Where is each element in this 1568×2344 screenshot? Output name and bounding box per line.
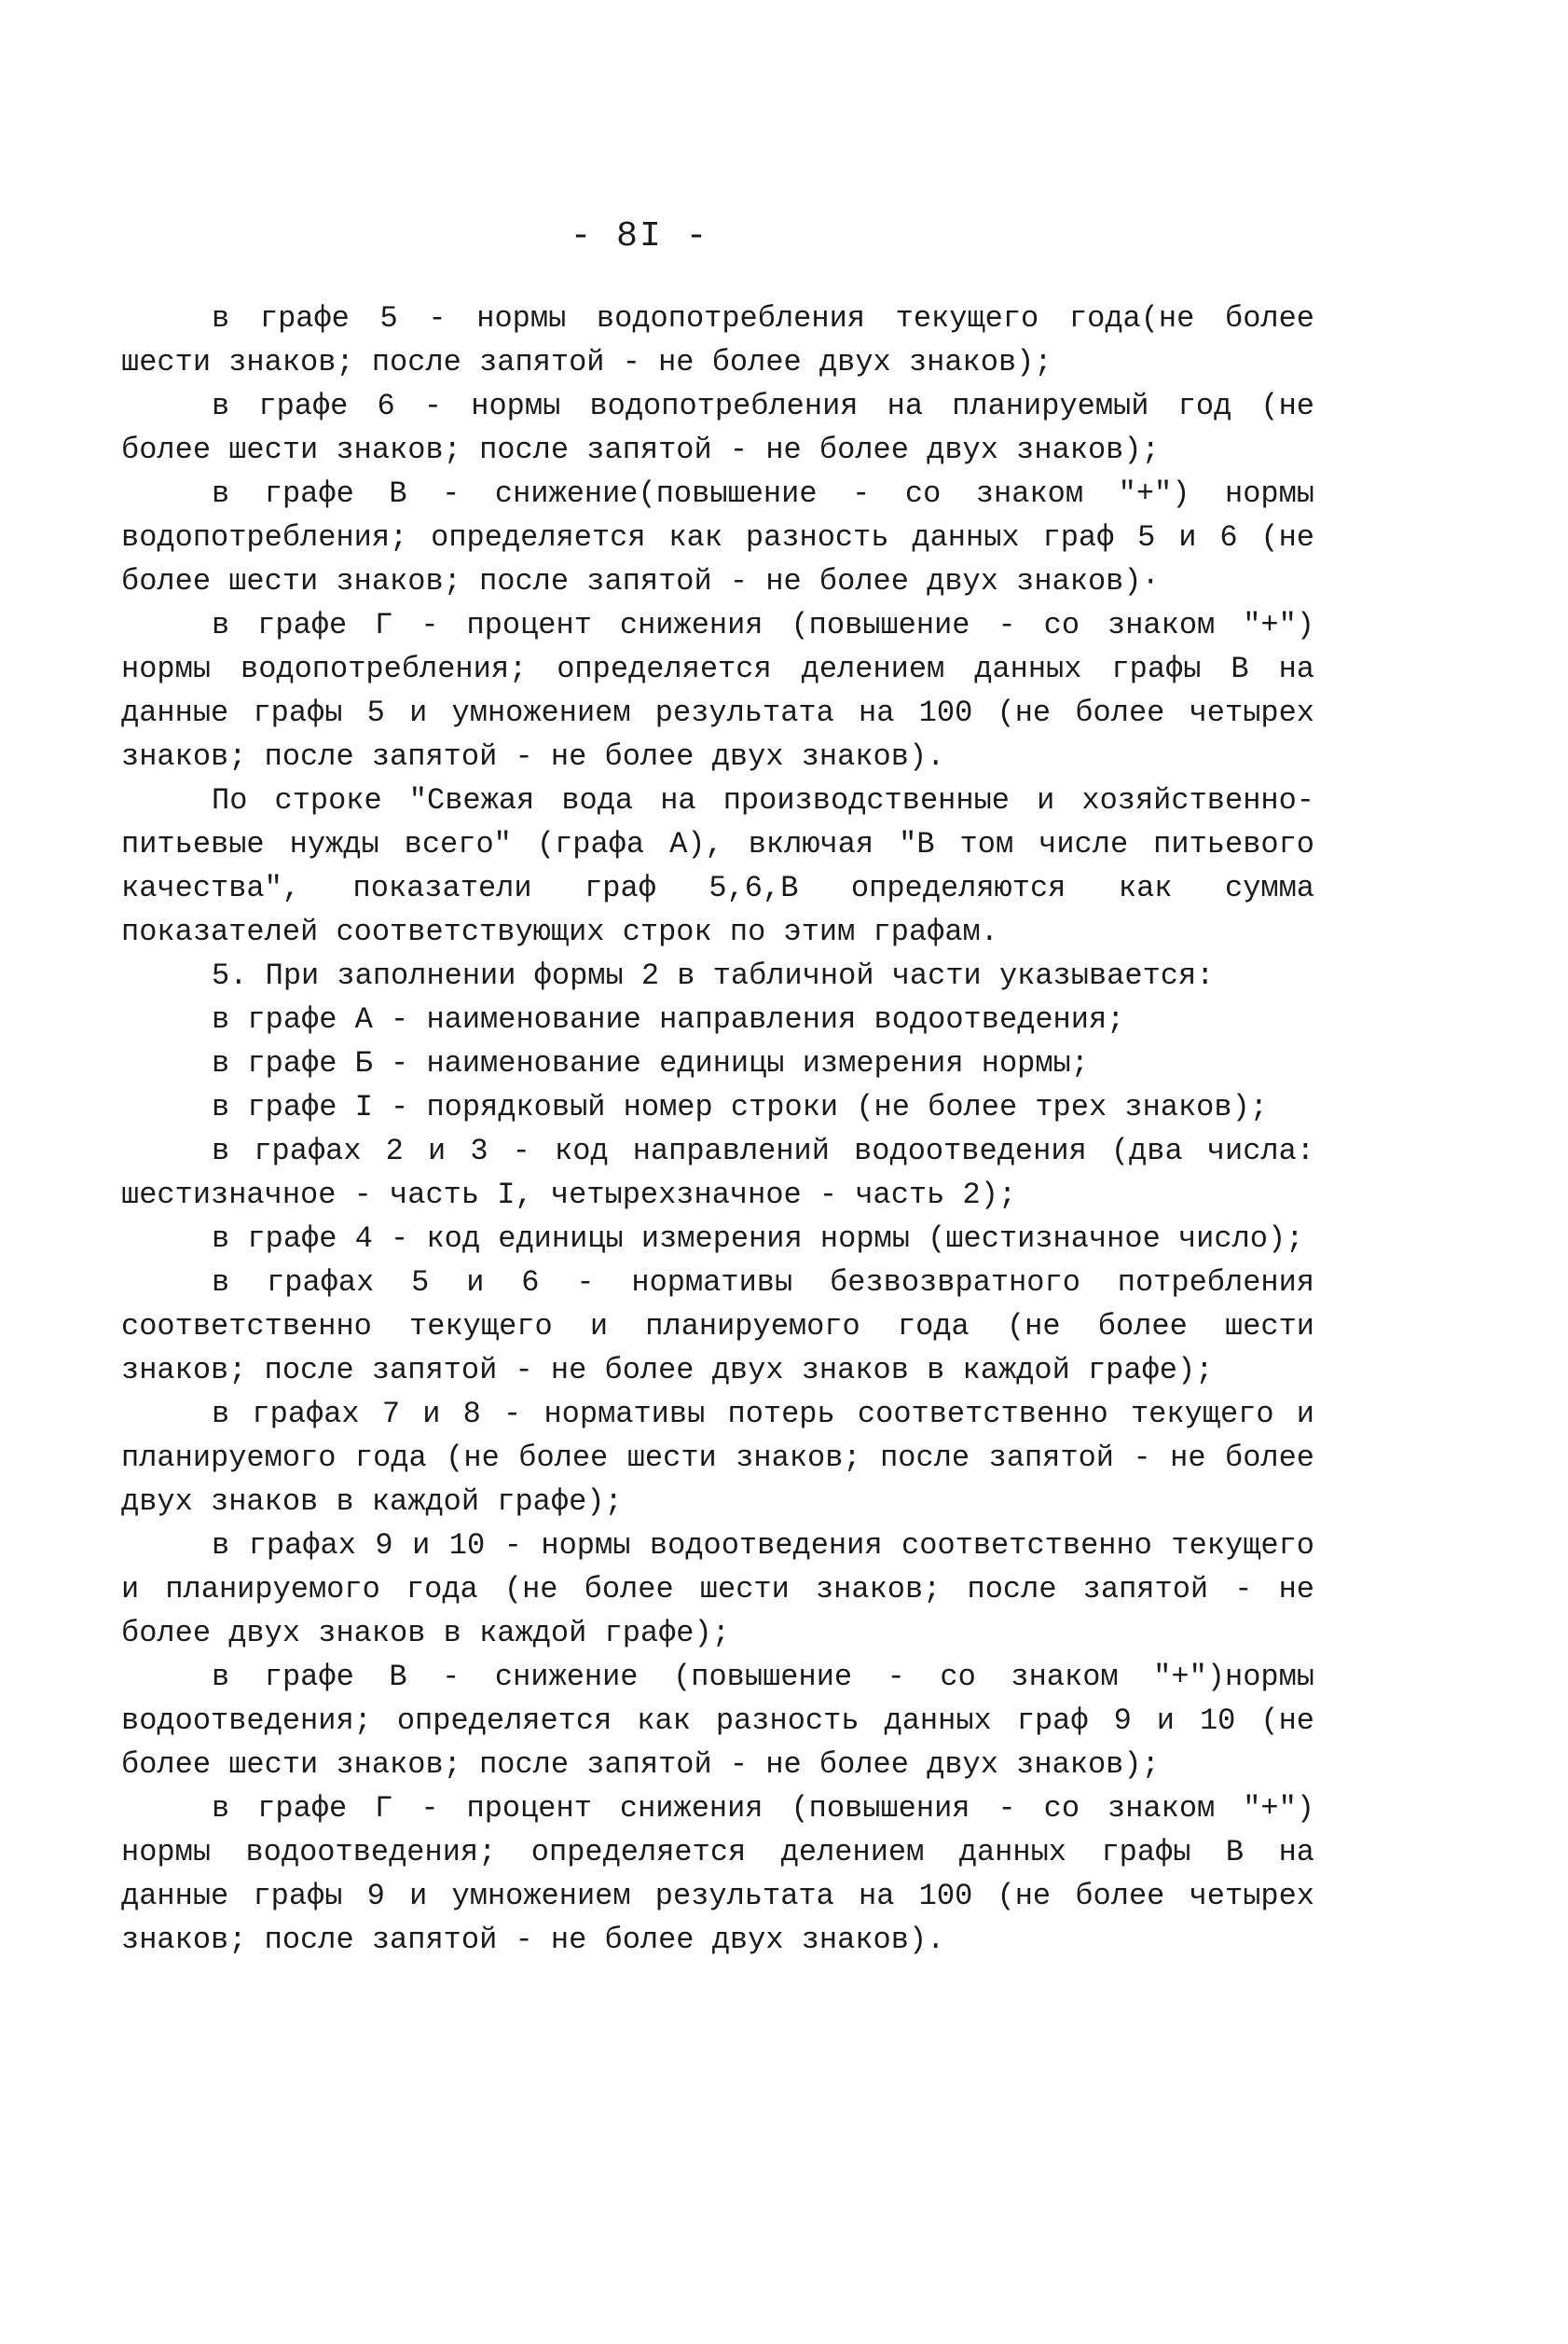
paragraph: в графе Г - процент снижения (повышения - со знаком "+") нормы водоотведения; определяется делением данных графы В на данные графы 9 и умножением результата на 100 (не более четырех знаков; после запятой - не более двух знаков). [121,1791,1333,1957]
paragraph: По строке "Свежая вода на производственные и хозяйственно-питьевые нужды всего" (графа А), включая "В том числе питьевого качества", показатели граф 5,6,В определяются как сумма показателей соответствующих строк по этим графам. [121,783,1333,949]
paragraph: в графах 9 и 10 - нормы водоотведения соответственно текущего и планируемого года (не более шести знаков; после запятой - не более двух знаков в каждой графе); [121,1528,1333,1650]
paragraph: в графе А - наименование направления водоотведения; [212,1002,1125,1037]
paragraph: в графе В - снижение (повышение - со знаком "+")нормы водоотведения; определяется как разность данных граф 9 и 10 (не более шести знаков; после запятой - не более двух знаков); [121,1660,1333,1782]
document-body [121,296,1333,1962]
paragraph: в графе Б - наименование единицы измерения нормы; [212,1046,1089,1081]
paragraph: в графах 5 и 6 - нормативы безвозвратного потребления соответственно текущего и планируемого года (не более шести знаков; после запятой - не более двух знаков в каждой графе); [121,1265,1333,1387]
paragraph: в графе 5 - нормы водопотребления текущего года(не более шести знаков; после запятой - не более двух знаков); [121,301,1333,379]
paragraph: в графе В - снижение(повышение - со знаком "+") нормы водопотребления; определяется как разность данных граф 5 и 6 (не более шести знаков; после запятой - не более двух знаков)· [121,476,1333,599]
paragraph: в графе 6 - нормы водопотребления на планируемый год (не более шести знаков; после запятой - не более двух знаков); [121,389,1333,467]
paragraph: в графе 4 - код единицы измерения нормы (шестизначное число); [212,1221,1304,1256]
paragraph: в графах 2 и 3 - код направлений водоотведения (два числа: шестизначное - часть I, четырехзначное - часть 2); [121,1134,1333,1212]
page-number: - 8I - [570,216,709,256]
paragraph: в графе I - порядковый номер строки (не более трех знаков); [212,1090,1268,1124]
paragraph: в графе Г - процент снижения (повышение - со знаком "+") нормы водопотребления; определяется делением данных графы В на данные графы 5 и умножением результата на 100 (не более четырех знаков; после запятой - не более двух знаков). [121,608,1333,774]
section-heading: 5. При заполнении формы 2 в табличной части указывается: [212,958,1215,993]
paragraph: в графах 7 и 8 - нормативы потерь соответственно текущего и планируемого года (не более шести знаков; после запятой - не более двух знаков в каждой графе); [121,1397,1333,1519]
